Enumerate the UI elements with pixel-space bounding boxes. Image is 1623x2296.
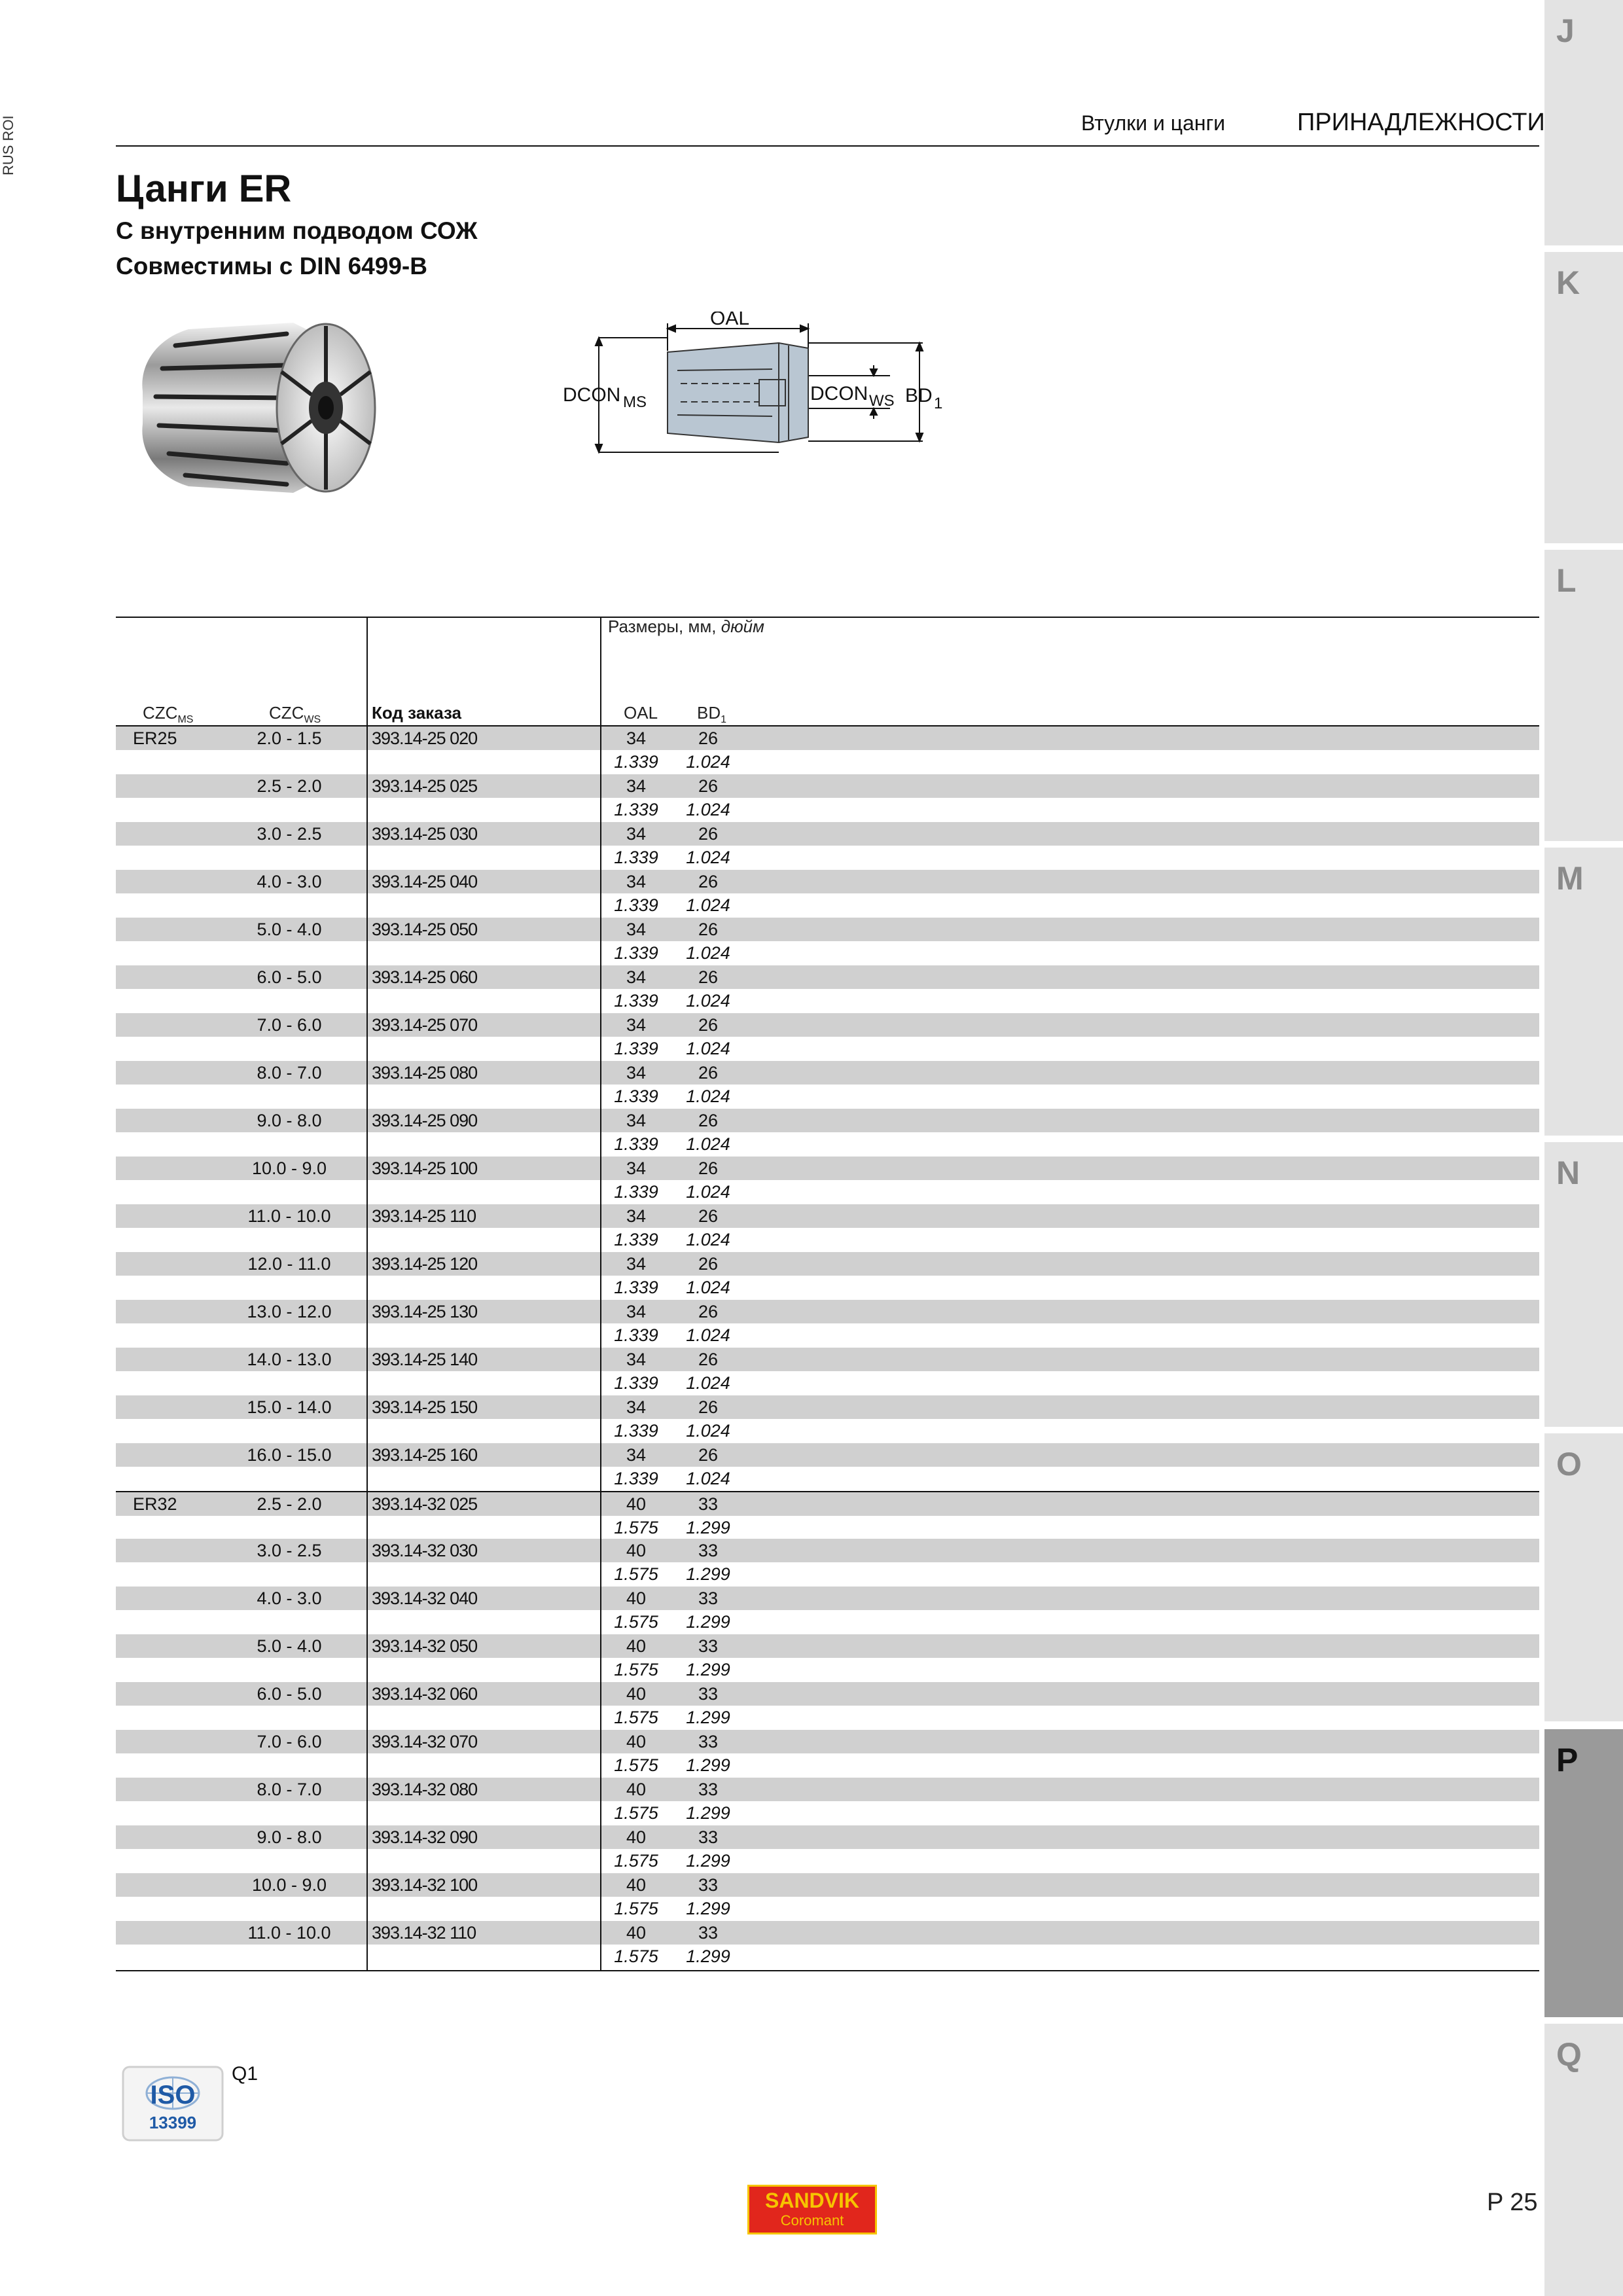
cell-bd-mm: 33: [698, 1732, 719, 1751]
cell-bd-mm: 33: [698, 1494, 719, 1514]
cell-oal-mm: 34: [626, 1111, 647, 1130]
cell-bd-mm: 33: [698, 1636, 719, 1656]
cell-oal-mm: 34: [626, 776, 647, 796]
cell-bd-mm: 33: [698, 1827, 719, 1847]
table-row: [116, 1634, 1539, 1682]
cell-czc-ws: 10.0 - 9.0: [251, 1875, 327, 1895]
cell-czc-ws: 11.0 - 10.0: [247, 1923, 331, 1943]
cell-oal-inch: 1.339: [614, 1421, 658, 1441]
cell-oal-mm: 34: [626, 1063, 647, 1083]
cell-czc-ws: 14.0 - 13.0: [247, 1350, 332, 1369]
cell-bd-mm: 26: [698, 1302, 719, 1321]
page-number: P 25: [1487, 2189, 1538, 2216]
iso-logo-number: 13399: [149, 2113, 197, 2132]
cell-czc-ws: 4.0 - 3.0: [257, 1588, 322, 1608]
cell-bd-inch: 1.024: [686, 1421, 730, 1441]
column-divider-dims: [600, 617, 601, 1971]
side-tab-letter: K: [1556, 264, 1580, 301]
header-bd: $BD_1$: [697, 703, 727, 726]
cell-oal-mm: 40: [626, 1588, 647, 1608]
cell-bd-inch: 1.024: [686, 752, 730, 772]
table-bottom-rule: [116, 1970, 1539, 1971]
cell-oal-inch: 1.575: [614, 1564, 658, 1584]
header-czc-ms: $CZC_{MS}$: [143, 703, 194, 726]
cell-bd-mm: 26: [698, 872, 719, 891]
column-divider-code: [366, 617, 368, 1971]
cell-bd-inch: 1.024: [686, 1134, 730, 1154]
cell-bd-inch: 1.024: [686, 1278, 730, 1297]
cell-oal-mm: 40: [626, 1541, 647, 1560]
table-row: [116, 870, 1539, 918]
cell-oal-inch: 1.339: [614, 1039, 658, 1058]
cell-bd-inch: 1.299: [686, 1946, 730, 1966]
cell-czc-ws: 3.0 - 2.5: [257, 824, 322, 844]
cell-czc-ws: 15.0 - 14.0: [247, 1397, 332, 1417]
cell-czc-ws: 2.0 - 1.5: [257, 728, 322, 748]
cell-bd-mm: 26: [698, 1350, 719, 1369]
cell-bd-inch: 1.299: [686, 1755, 730, 1775]
collet-dimension-drawing: [563, 312, 955, 463]
table-row: [116, 1252, 1539, 1300]
side-index: [1544, 0, 1623, 2296]
cell-oal-inch: 1.575: [614, 1946, 658, 1966]
cell-czc-ws: 12.0 - 11.0: [247, 1254, 331, 1274]
table-row: [116, 726, 1539, 774]
cell-order-code: 393.14-25 020: [372, 728, 478, 748]
side-tab-n[interactable]: [1544, 1142, 1623, 1427]
cell-czc-ws: 8.0 - 7.0: [257, 1780, 322, 1799]
table-row: [116, 1539, 1539, 1587]
cell-order-code: 393.14-25 090: [372, 1111, 478, 1130]
cell-oal-inch: 1.339: [614, 991, 658, 1011]
cell-oal-mm: 40: [626, 1780, 647, 1799]
bd-label: BD: [905, 385, 933, 406]
cell-oal-inch: 1.339: [614, 1278, 658, 1297]
collet-product-image: [130, 319, 378, 496]
cell-oal-inch: 1.339: [614, 800, 658, 819]
cell-bd-inch: 1.024: [686, 1325, 730, 1345]
table-row: [116, 1491, 1539, 1539]
cell-bd-inch: 1.024: [686, 1373, 730, 1393]
table-row: [116, 1730, 1539, 1778]
cell-bd-mm: 33: [698, 1541, 719, 1560]
cell-czc-ws: 6.0 - 5.0: [257, 1684, 322, 1704]
side-tab-letter: L: [1556, 562, 1577, 599]
cell-oal-inch: 1.339: [614, 1182, 658, 1202]
cell-oal-mm: 40: [626, 1494, 647, 1514]
cell-order-code: 393.14-25 040: [372, 872, 478, 891]
table-row: [116, 774, 1539, 822]
cell-bd-mm: 26: [698, 776, 719, 796]
language-code: RUS ROI: [0, 115, 16, 175]
cell-oal-mm: 34: [626, 920, 647, 939]
cell-bd-inch: 1.024: [686, 1039, 730, 1058]
cell-oal-inch: 1.575: [614, 1660, 658, 1679]
cell-czc-ws: 2.5 - 2.0: [257, 776, 322, 796]
cell-bd-mm: 26: [698, 1015, 719, 1035]
table-row: [116, 822, 1539, 870]
cell-oal-inch: 1.575: [614, 1851, 658, 1871]
cell-oal-mm: 34: [626, 1158, 647, 1178]
cell-oal-inch: 1.339: [614, 943, 658, 963]
cell-bd-mm: 33: [698, 1588, 719, 1608]
oal-label: OAL: [710, 312, 750, 329]
cell-order-code: 393.14-25 060: [372, 967, 478, 987]
cell-oal-inch: 1.339: [614, 1325, 658, 1345]
table-top-rule: [116, 617, 1539, 618]
cell-bd-inch: 1.299: [686, 1803, 730, 1823]
side-tab-letter: P: [1556, 1742, 1578, 1778]
cell-order-code: 393.14-32 040: [372, 1588, 478, 1608]
cell-oal-mm: 34: [626, 728, 647, 748]
cell-bd-inch: 1.299: [686, 1660, 730, 1679]
side-tab-letter: M: [1556, 860, 1584, 897]
iso-logo-text: ISO: [150, 2081, 196, 2109]
cell-oal-inch: 1.575: [614, 1612, 658, 1632]
iso-note: Q1: [232, 2063, 259, 2085]
cell-oal-mm: 40: [626, 1923, 647, 1943]
cell-oal-inch: 1.339: [614, 1373, 658, 1393]
cell-oal-mm: 34: [626, 1302, 647, 1321]
cell-czc-ws: 4.0 - 3.0: [257, 872, 322, 891]
cell-oal-inch: 1.339: [614, 1086, 658, 1106]
side-tab-l[interactable]: [1544, 550, 1623, 841]
brand-name: SANDVIK: [764, 2189, 859, 2212]
side-tab-letter: O: [1556, 1446, 1582, 1482]
cell-bd-inch: 1.024: [686, 1086, 730, 1106]
cell-bd-inch: 1.299: [686, 1612, 730, 1632]
side-tab-m[interactable]: [1544, 848, 1623, 1136]
cell-czc-ws: 9.0 - 8.0: [257, 1111, 322, 1130]
cell-czc-ws: 3.0 - 2.5: [257, 1541, 322, 1560]
cell-czc-ws: 2.5 - 2.0: [257, 1494, 322, 1514]
cell-bd-inch: 1.024: [686, 1182, 730, 1202]
dimensions-caption-inch: дюйм: [721, 617, 764, 636]
cell-oal-inch: 1.575: [614, 1708, 658, 1727]
table-row: [116, 1061, 1539, 1109]
cell-bd-mm: 26: [698, 824, 719, 844]
cell-czc-ws: 8.0 - 7.0: [257, 1063, 322, 1083]
cell-czc-ws: 11.0 - 10.0: [247, 1206, 331, 1226]
table-row: [116, 1395, 1539, 1443]
cell-bd-mm: 33: [698, 1923, 719, 1943]
cell-oal-mm: 34: [626, 1397, 647, 1417]
cell-order-code: 393.14-25 150: [372, 1397, 478, 1417]
breadcrumb-chapter: ПРИНАДЛЕЖНОСТИ: [1297, 109, 1545, 136]
table-body: [116, 726, 1539, 1969]
side-tab-letter: N: [1556, 1155, 1580, 1191]
cell-bd-mm: 33: [698, 1780, 719, 1799]
cell-oal-inch: 1.339: [614, 848, 658, 867]
side-tab-q[interactable]: [1544, 2024, 1623, 2296]
side-tab-p[interactable]: [1544, 1729, 1623, 2017]
table-row: [116, 1921, 1539, 1969]
cell-bd-inch: 1.024: [686, 991, 730, 1011]
subtitle-compatibility: Совместимы с DIN 6499-B: [116, 253, 427, 279]
cell-bd-inch: 1.024: [686, 1469, 730, 1488]
table-row: [116, 1873, 1539, 1921]
cell-bd-inch: 1.299: [686, 1851, 730, 1871]
cell-bd-mm: 26: [698, 1397, 719, 1417]
cell-order-code: 393.14-25 070: [372, 1015, 478, 1035]
header-czc-ws: $CZC_{WS}$: [269, 703, 321, 726]
cell-oal-inch: 1.339: [614, 752, 658, 772]
header-divider: [116, 145, 1539, 147]
cell-oal-mm: 40: [626, 1636, 647, 1656]
cell-order-code: 393.14-25 120: [372, 1254, 478, 1274]
cell-order-code: 393.14-25 160: [372, 1445, 478, 1465]
cell-oal-mm: 34: [626, 1350, 647, 1369]
cell-order-code: 393.14-32 090: [372, 1827, 478, 1847]
table-row: [116, 1204, 1539, 1252]
cell-czc-ws: 9.0 - 8.0: [257, 1827, 322, 1847]
cell-oal-mm: 34: [626, 824, 647, 844]
cell-bd-mm: 26: [698, 1254, 719, 1274]
cell-order-code: 393.14-25 050: [372, 920, 478, 939]
cell-oal-mm: 34: [626, 967, 647, 987]
cell-order-code: 393.14-25 140: [372, 1350, 478, 1369]
cell-czc-ws: 5.0 - 4.0: [257, 1636, 322, 1656]
cell-bd-mm: 33: [698, 1875, 719, 1895]
cell-bd-mm: 26: [698, 1445, 719, 1465]
cell-czc-ws: 7.0 - 6.0: [257, 1015, 322, 1035]
cell-oal-mm: 34: [626, 1015, 647, 1035]
cell-order-code: 393.14-32 110: [372, 1923, 476, 1943]
side-tab-j[interactable]: [1544, 0, 1623, 245]
table-row: [116, 1300, 1539, 1348]
cell-oal-mm: 34: [626, 1206, 647, 1226]
cell-order-code: 393.14-25 130: [372, 1302, 478, 1321]
subtitle-coolant: С внутренним подводом СОЖ: [116, 217, 478, 244]
cell-oal-mm: 40: [626, 1875, 647, 1895]
cell-bd-inch: 1.024: [686, 800, 730, 819]
cell-order-code: 393.14-25 025: [372, 776, 478, 796]
cell-bd-inch: 1.299: [686, 1518, 730, 1537]
cell-czc-ws: 6.0 - 5.0: [257, 967, 322, 987]
cell-order-code: 393.14-25 080: [372, 1063, 478, 1083]
cell-bd-mm: 33: [698, 1684, 719, 1704]
header-oal: OAL: [624, 703, 658, 723]
cell-order-code: 393.14-32 025: [372, 1494, 478, 1514]
cell-order-code: 393.14-32 100: [372, 1875, 478, 1895]
iso-13399-logo: [118, 2062, 229, 2147]
cell-bd-inch: 1.024: [686, 895, 730, 915]
cell-bd-inch: 1.024: [686, 943, 730, 963]
cell-czc-ws: 13.0 - 12.0: [247, 1302, 332, 1321]
cell-czc-ws: 7.0 - 6.0: [257, 1732, 322, 1751]
cell-oal-mm: 34: [626, 872, 647, 891]
cell-oal-mm: 34: [626, 1445, 647, 1465]
cell-bd-mm: 26: [698, 1063, 719, 1083]
cell-bd-mm: 26: [698, 1206, 719, 1226]
cell-oal-inch: 1.575: [614, 1899, 658, 1918]
table-row: [116, 1157, 1539, 1204]
sandvik-coromant-logo: [747, 2185, 877, 2234]
side-tab-k[interactable]: [1544, 252, 1623, 543]
cell-oal-mm: 40: [626, 1732, 647, 1751]
cell-bd-inch: 1.299: [686, 1564, 730, 1584]
cell-bd-mm: 26: [698, 1111, 719, 1130]
cell-oal-mm: 40: [626, 1827, 647, 1847]
cell-bd-mm: 26: [698, 728, 719, 748]
cell-oal-inch: 1.339: [614, 1230, 658, 1249]
cell-bd-mm: 26: [698, 967, 719, 987]
cell-czc-ms: ER25: [133, 728, 177, 748]
brand-subname: Coromant: [780, 2212, 844, 2229]
cell-order-code: 393.14-32 060: [372, 1684, 478, 1704]
cell-czc-ws: 16.0 - 15.0: [247, 1445, 332, 1465]
cell-order-code: 393.14-32 080: [372, 1780, 478, 1799]
dcon-ms-label: DCON: [563, 384, 621, 406]
header-order-code: Код заказа: [372, 703, 462, 723]
cell-czc-ws: 10.0 - 9.0: [251, 1158, 327, 1178]
table-row: [116, 918, 1539, 965]
cell-bd-inch: 1.024: [686, 1230, 730, 1249]
cell-order-code: 393.14-32 070: [372, 1732, 478, 1751]
side-tab-letter: Q: [1556, 2036, 1582, 2073]
cell-oal-inch: 1.339: [614, 1469, 658, 1488]
cell-oal-inch: 1.339: [614, 895, 658, 915]
cell-oal-mm: 40: [626, 1684, 647, 1704]
cell-oal-inch: 1.339: [614, 1134, 658, 1154]
cell-oal-mm: 34: [626, 1254, 647, 1274]
dcon-ws-label: DCON: [810, 383, 868, 404]
breadcrumb-section: Втулки и цанги: [1081, 111, 1226, 135]
table-row: [116, 1443, 1539, 1491]
table-row: [116, 1587, 1539, 1634]
cell-bd-mm: 26: [698, 1158, 719, 1178]
cell-order-code: 393.14-25 100: [372, 1158, 478, 1178]
cell-order-code: 393.14-32 050: [372, 1636, 478, 1656]
table-row: [116, 1825, 1539, 1873]
dcon-ms-subscript: MS: [623, 393, 647, 411]
cell-oal-inch: 1.575: [614, 1755, 658, 1775]
table-row: [116, 1682, 1539, 1730]
cell-czc-ws: 5.0 - 4.0: [257, 920, 322, 939]
cell-order-code: 393.14-25 110: [372, 1206, 476, 1226]
cell-order-code: 393.14-25 030: [372, 824, 478, 844]
cell-bd-inch: 1.299: [686, 1899, 730, 1918]
cell-bd-inch: 1.299: [686, 1708, 730, 1727]
table-row: [116, 1778, 1539, 1825]
side-tab-o[interactable]: [1544, 1433, 1623, 1721]
cell-czc-ms: ER32: [133, 1494, 177, 1514]
table-row: [116, 1109, 1539, 1157]
dcon-ws-subscript: WS: [869, 392, 895, 410]
cell-oal-inch: 1.575: [614, 1518, 658, 1537]
table-row: [116, 1348, 1539, 1395]
cell-bd-mm: 26: [698, 920, 719, 939]
bd-subscript: 1: [934, 395, 943, 412]
table-row: [116, 965, 1539, 1013]
table-row: [116, 1013, 1539, 1061]
page-title: Цанги ER: [116, 168, 292, 210]
dimensions-caption: Размеры, мм, дюйм: [608, 617, 764, 636]
side-tab-letter: J: [1556, 12, 1575, 49]
cell-bd-inch: 1.024: [686, 848, 730, 867]
cell-oal-inch: 1.575: [614, 1803, 658, 1823]
cell-order-code: 393.14-32 030: [372, 1541, 478, 1560]
